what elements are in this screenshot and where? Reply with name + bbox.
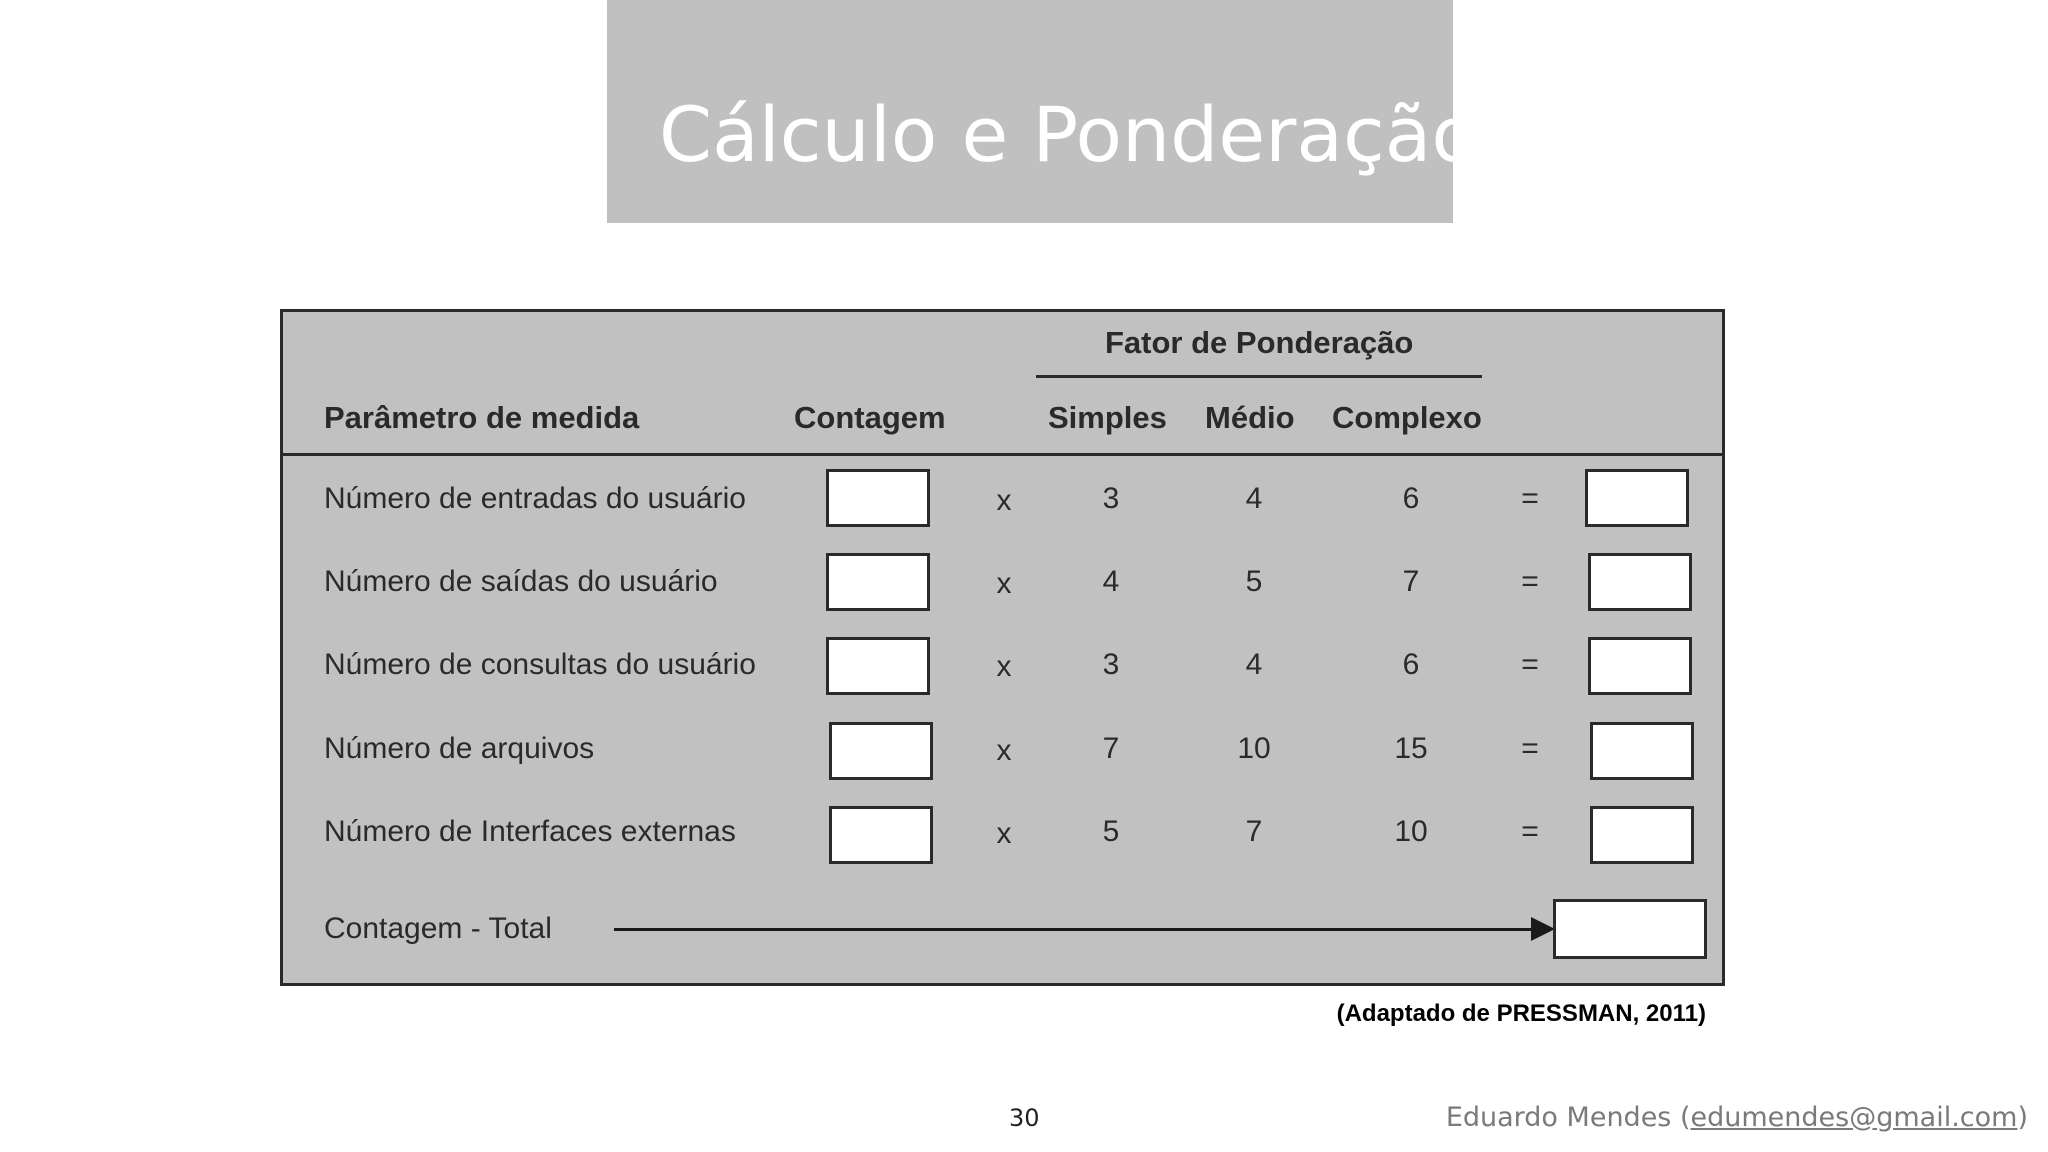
row-medio: 4 xyxy=(1245,482,1263,515)
group-header-underline xyxy=(1036,375,1482,378)
author-credit xyxy=(1446,1102,2028,1133)
row-medio: 5 xyxy=(1245,565,1263,598)
result-box-entradas xyxy=(1585,469,1689,527)
row-op: x xyxy=(996,567,1012,600)
row-label-arquivos: Número de arquivos xyxy=(324,732,595,765)
arrow-right-icon xyxy=(1531,917,1555,941)
row-complexo: 6 xyxy=(1402,648,1420,681)
header-medio: Médio xyxy=(1205,400,1295,435)
contagem-box-entradas xyxy=(826,469,930,527)
header-simples: Simples xyxy=(1048,400,1167,435)
total-label: Contagem - Total xyxy=(324,912,552,945)
contagem-box-saidas xyxy=(826,553,930,611)
header-divider xyxy=(283,453,1722,456)
result-box-arquivos xyxy=(1590,722,1694,780)
slide-title: Cálculo e Ponderação xyxy=(659,90,1478,179)
result-box-consultas xyxy=(1588,637,1692,695)
author-suffix: ) xyxy=(2017,1102,2028,1133)
result-box-saidas xyxy=(1588,553,1692,611)
header-contagem: Contagem xyxy=(794,400,946,435)
row-complexo: 10 xyxy=(1394,815,1428,848)
row-eq: = xyxy=(1521,732,1539,765)
row-label-consultas: Número de consultas do usuário xyxy=(324,648,756,681)
row-simples: 3 xyxy=(1102,482,1120,515)
row-eq: = xyxy=(1521,482,1539,515)
title-banner xyxy=(607,0,1478,223)
row-eq: = xyxy=(1521,815,1539,848)
author-email-link[interactable]: edumendes@gmail.com xyxy=(1690,1102,2018,1133)
row-simples: 7 xyxy=(1102,732,1120,765)
contagem-box-arquivos xyxy=(829,722,933,780)
contagem-box-consultas xyxy=(826,637,930,695)
row-eq: = xyxy=(1521,648,1539,681)
row-medio: 7 xyxy=(1245,815,1263,848)
function-point-table xyxy=(280,309,1725,986)
row-label-entradas: Número de entradas do usuário xyxy=(324,482,746,515)
row-simples: 5 xyxy=(1102,815,1120,848)
group-header-fator: Fator de Ponderação xyxy=(1105,325,1414,360)
contagem-box-interfaces xyxy=(829,806,933,864)
page-number: 30 xyxy=(1009,1104,1040,1132)
row-simples: 4 xyxy=(1102,565,1120,598)
result-box-interfaces xyxy=(1590,806,1694,864)
total-result-box xyxy=(1553,899,1707,959)
header-parametro: Parâmetro de medida xyxy=(324,400,640,435)
row-complexo: 7 xyxy=(1402,565,1420,598)
row-simples: 3 xyxy=(1102,648,1120,681)
header-complexo: Complexo xyxy=(1332,400,1482,435)
row-op: x xyxy=(996,484,1012,517)
row-op: x xyxy=(996,734,1012,767)
row-complexo: 6 xyxy=(1402,482,1420,515)
row-op: x xyxy=(996,817,1012,850)
row-medio: 10 xyxy=(1237,732,1271,765)
row-op: x xyxy=(996,650,1012,683)
row-medio: 4 xyxy=(1245,648,1263,681)
row-complexo: 15 xyxy=(1394,732,1428,765)
total-arrow-line xyxy=(614,928,1534,931)
source-citation: (Adaptado de PRESSMAN, 2011) xyxy=(1336,1000,1706,1027)
row-label-interfaces: Número de Interfaces externas xyxy=(324,815,736,848)
row-label-saidas: Número de saídas do usuário xyxy=(324,565,718,598)
author-name: Eduardo Mendes ( xyxy=(1445,1102,1691,1133)
row-eq: = xyxy=(1521,565,1539,598)
